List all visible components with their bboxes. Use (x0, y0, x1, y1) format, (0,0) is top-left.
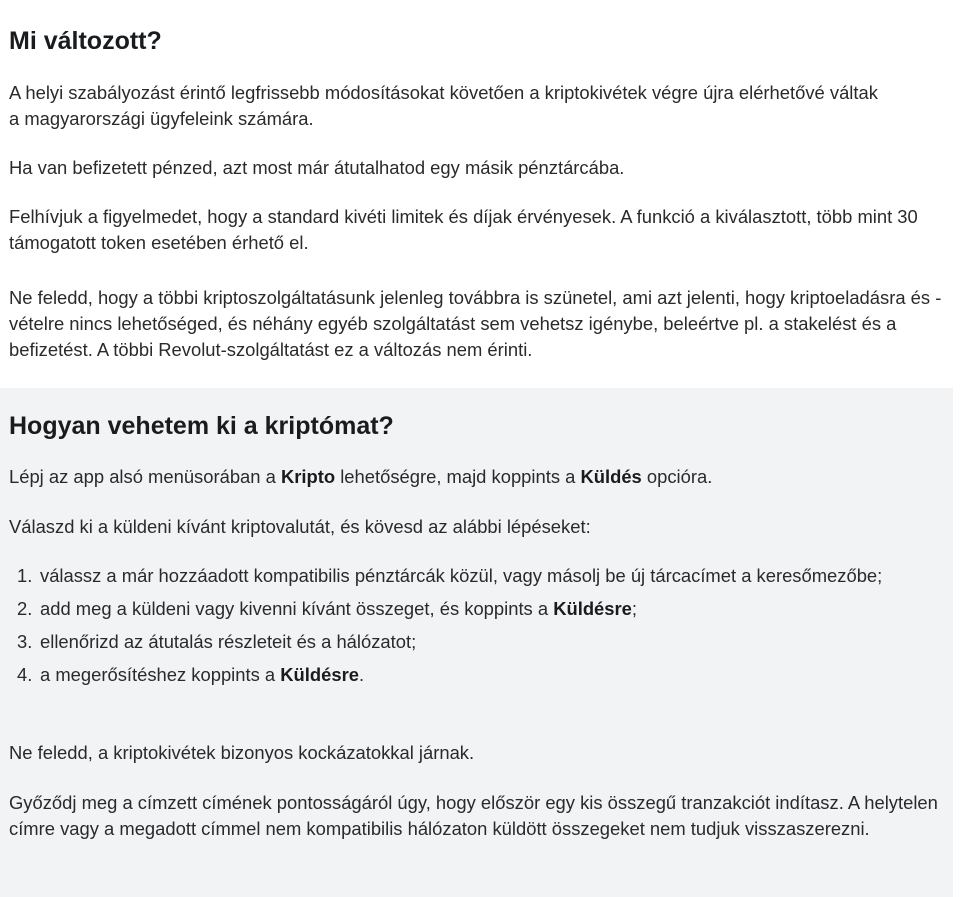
intro-text-1: Lépj az app alsó menüsorában a (9, 466, 281, 487)
paragraph-instruction: Válaszd ki a küldeni kívánt kriptovalutát, és kövesd az alábbi lépéseket: (9, 516, 591, 537)
how-to-withdraw-section (0, 388, 953, 897)
step-number: 3. (17, 631, 33, 652)
section-heading-how-to-withdraw: Hogyan vehetem ki a kriptómat? (9, 412, 394, 440)
paragraph-services-paused: Ne feledd, hogy a többi kriptoszolgáltatásunk jelenleg továbbra is szünetel, ami azt jelenti, hogy kriptoeladásra és -vételre nincs lehetőséged, és néhány egyéb szolgáltatást sem vehetsz igénybe, beleértve pl. a stakelést és a befizetést. A többi Revolut-szolgáltatást ez a változás nem érinti. (9, 287, 942, 360)
step-after: ; (631, 598, 638, 619)
paragraph-intro (9, 464, 954, 490)
list-item (17, 563, 937, 589)
section-heading-what-changed: Mi változott? (9, 27, 162, 55)
intro-text-3: opcióra. (641, 466, 713, 487)
paragraph-transfer-funds: Ha van befizetett pénzed, azt most már átutalhatod egy másik pénztárcába. (9, 157, 625, 178)
step-number: 2. (17, 598, 33, 619)
step-bold: Küldésre (280, 664, 359, 685)
intro-bold-kuldes: Küldés (580, 466, 642, 487)
step-text: ellenőrizd az átutalás részleteit és a hálózatot; (40, 631, 417, 652)
step-number: 4. (17, 664, 33, 685)
step-after: . (358, 664, 365, 685)
paragraph-address-note: Győződj meg a címzett címének pontosságáról úgy, hogy először egy kis összegű tranzakciót indítasz. A helytelen címre vagy a megadott címmel nem kompatibilis hálózaton küldött összegeket nem tudjuk visszaszerezni. (9, 792, 938, 839)
steps-list (17, 563, 937, 695)
intro-bold-kripto: Kripto (280, 466, 336, 487)
step-text: a megerősítéshez koppints a (40, 664, 281, 685)
paragraph-withdrawals-available: A helyi szabályozást érintő legfrissebb módosításokat követően a kriptokivétek végre újra elérhetővé váltak a magyarországi ügyfeleink számára. (9, 82, 878, 129)
what-changed-section (0, 0, 962, 388)
step-text: add meg a küldeni vagy kivenni kívánt összeget, és koppints a (40, 598, 554, 619)
step-text: válassz a már hozzáadott kompatibilis pénztárcák közül, vagy másolj be új tárcacímet a keresőmezőbe; (40, 565, 883, 586)
paragraph-risk-warning: Ne feledd, a kriptokivétek bizonyos kockázatokkal járnak. (9, 742, 475, 763)
list-item (17, 662, 937, 688)
step-bold: Küldésre (553, 598, 632, 619)
list-item (17, 596, 937, 622)
intro-text-2: lehetőségre, majd koppints a (335, 466, 581, 487)
paragraph-limits-fees: Felhívjuk a figyelmedet, hogy a standard kivéti limitek és díjak érvényesek. A funkció a kiválasztott, több mint 30 támogatott token esetében érhető el. (9, 206, 918, 253)
step-number: 1. (17, 565, 33, 586)
list-item (17, 629, 937, 655)
